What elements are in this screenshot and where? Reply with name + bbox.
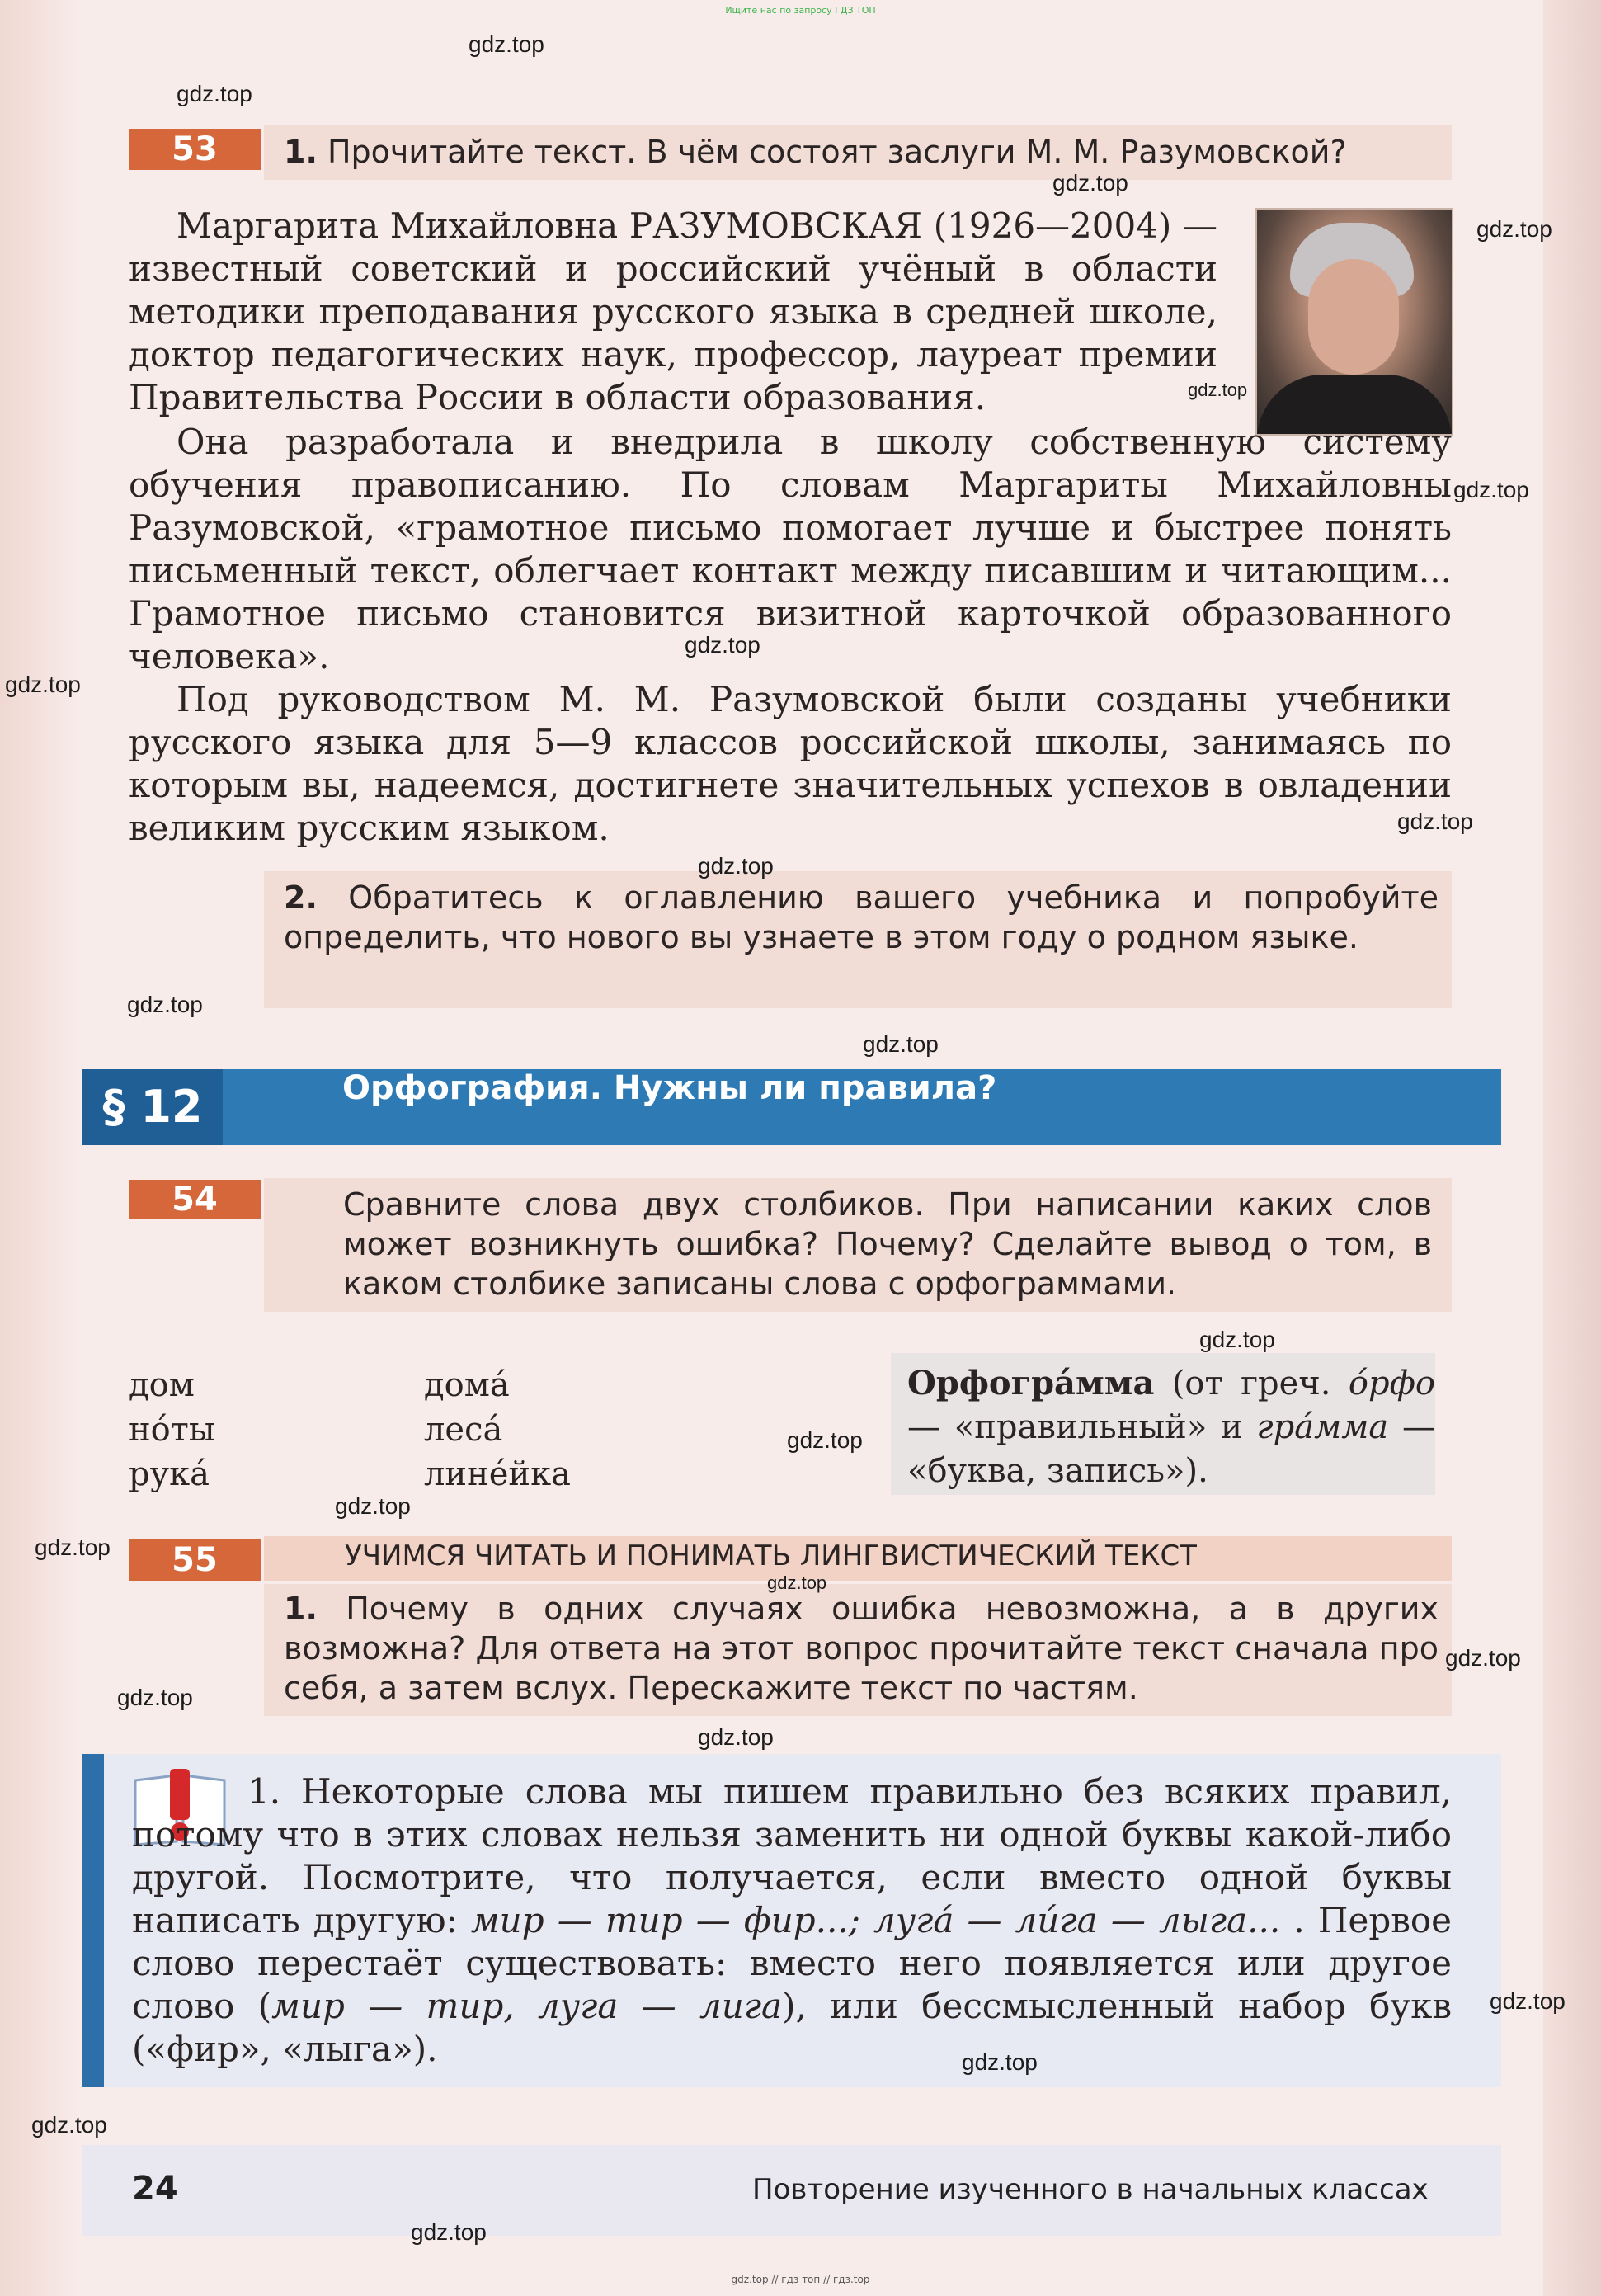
section-number: § 12 [82,1069,223,1145]
task-53-question-1: 1. Прочитайте текст. В чём состоят заслуги М. М. Разумовской? [284,134,1347,170]
watermark-text: gdz.top [1199,1327,1275,1352]
bottom-note: gdz.top // гдз топ // гдз.top [731,2274,870,2285]
watermark-text: gdz.top [767,1572,827,1593]
task-55-question-1: 1. Почему в одних случаях ошибка невозможна, а в других возможна? Для ответа на этот вопрос прочитайте текст сначала про себя, а затем вслух. Перескажите текст по частям. [284,1591,1439,1706]
task-55-number: 55 [129,1539,261,1581]
task-54-text: Сравните слова двух столбиков. При написании каких слов может возникнуть ошибка? Почему? Сделайте вывод о том, в каком столбике записаны слова с орфограммами. [343,1186,1432,1302]
footer-title: Повторение изученного в начальных классах [752,2173,1429,2206]
portrait-photo [1255,208,1453,436]
task-55-heading: УЧИМСЯ ЧИТАТЬ И ПОНИМАТЬ ЛИНГВИСТИЧЕСКИЙ ТЕКСТ [345,1539,1197,1572]
word-item: дома́ [424,1366,510,1404]
definition-text: Орфогра́мма (от греч. о́рфо — «правильный» и гра́мма — «буква, запись»). [907,1364,1435,1490]
word-item: но́ты [129,1411,215,1449]
word-item: леса́ [424,1411,503,1449]
word-item: рука́ [129,1455,210,1493]
watermark-text: gdz.top [5,672,81,697]
rule-box-stripe [82,1754,104,2087]
watermark-text: gdz.top [117,1685,193,1710]
watermark-text: gdz.top [685,632,760,658]
watermark-text: gdz.top [1052,170,1128,196]
watermark-text: gdz.top [787,1427,863,1453]
page-shadow-left [0,0,82,2296]
watermark-text: gdz.top [1397,809,1473,834]
top-note: Ищите нас по запросу ГДЗ ТОП [725,5,876,16]
task-53-paragraph-3: Под руководством М. М. Разумовской были созданы учебники русского языка для 5—9 классов российской школы, занимаясь по которым вы, надеемся, достигнете значительных успехов в овладении великим русским языком. [129,679,1452,848]
word-column-2 [424,1363,571,1497]
task-53-number: 53 [129,129,261,170]
watermark-text: gdz.top [1490,1988,1566,2014]
watermark-text: gdz.top [1188,380,1248,400]
word-column-1 [129,1363,215,1497]
task-54-number: 54 [129,1180,261,1219]
watermark-text: gdz.top [1453,477,1529,502]
watermark-text: gdz.top [31,2112,107,2138]
task-53-paragraph-2: Она разработала и внедрила в школу собственную систему обучения правописанию. По словам Маргариты Михайловны Разумовской, «грамотное письмо помогает лучше и быстрее понять письменный текст, облегчает контакт между писавшим и читающим... Грамотное письмо становится визитной карточкой образованного человека». [129,422,1452,677]
watermark-text: gdz.top [1445,1645,1521,1671]
word-item: дом [129,1366,195,1404]
word-item: лине́йка [424,1455,571,1493]
watermark-text: gdz.top [698,1724,774,1750]
watermark-text: gdz.top [863,1031,939,1057]
watermark-text: gdz.top [411,2219,487,2245]
watermark-text: gdz.top [469,31,544,57]
watermark-text: gdz.top [1476,216,1552,242]
task-53-paragraph-1: Маргарита Михайловна РАЗУМОВСКАЯ (1926—2004) — известный советский и российский учёный в области методики преподавания русского языка в средней школе, доктор педагогических наук, профессор, лауреат премии Правительства России в области образования. [129,205,1217,417]
page-shadow-right [1543,0,1601,2296]
watermark-text: gdz.top [335,1493,411,1519]
task-53-question-2: 2. Обратитесь к оглавлению вашего учебника и попробуйте определить, что нового вы узнаете в этом году о родном языке. [284,879,1439,955]
rule-text: 1. Некоторые слова мы пишем правильно без всяких правил, потому что в этих словах нельзя заменить ни одной буквы какой-либо другой. Посмотрите, что получается, если вместо одной буквы написать другую: мир — тир — фир...; луга́ — ли́га — лыга... . Первое слово перестаёт существовать: вместо него появляется или другое слово (мир — тир, луга — лига), или бессмысленный набор букв («фир», «лыга»). [132,1771,1452,2069]
watermark-text: gdz.top [698,853,774,879]
watermark-text: gdz.top [962,2049,1038,2075]
page-number: 24 [132,2170,178,2208]
watermark-text: gdz.top [35,1535,111,1560]
watermark-text: gdz.top [177,81,252,106]
watermark-text: gdz.top [127,992,203,1017]
section-title: Орфография. Нужны ли правила? [342,1069,997,1107]
